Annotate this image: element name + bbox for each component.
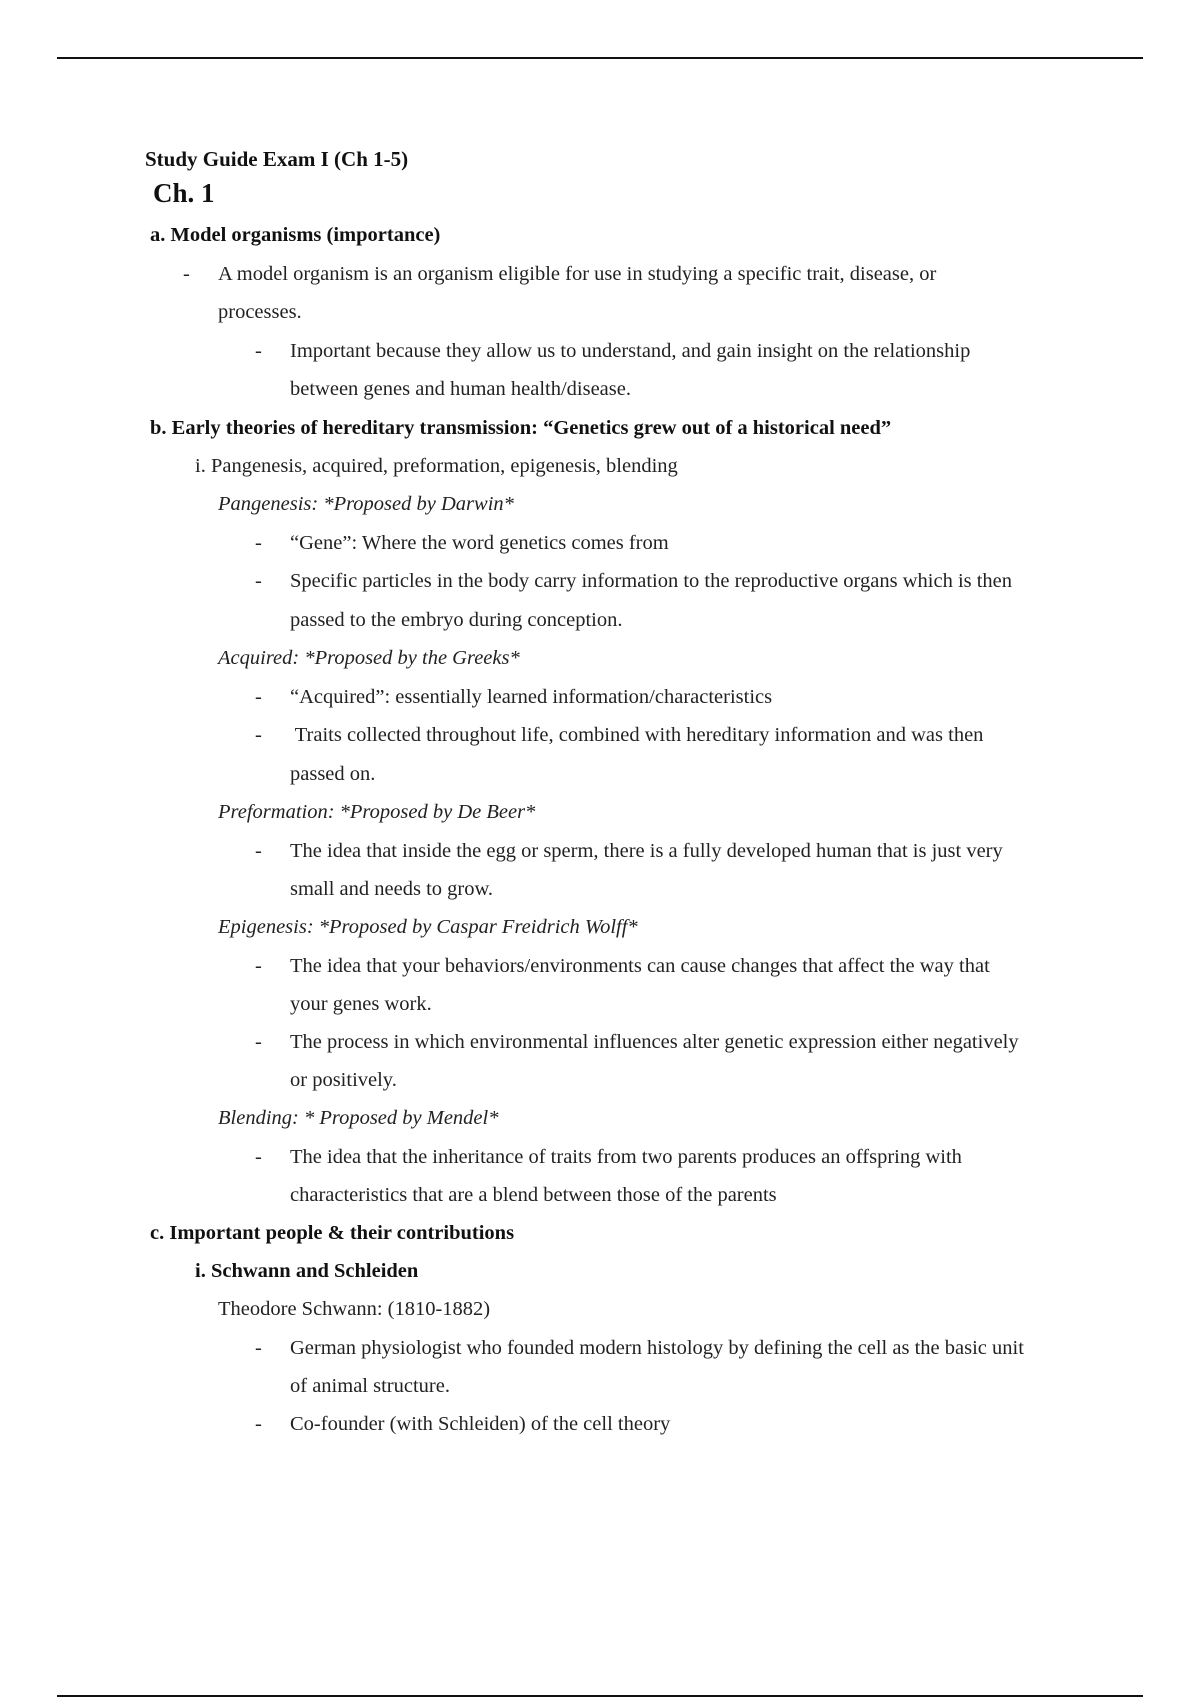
acquired-label: Acquired: *Proposed by the Greeks* [218, 647, 520, 669]
chapter-heading: Ch. 1 [153, 178, 215, 208]
preformation-label: Preformation: *Proposed by De Beer* [218, 801, 536, 823]
schwann-text-1-cont: of animal structure. [290, 1375, 450, 1397]
section-c-heading: c. Important people & their contributions [150, 1222, 515, 1244]
pangenesis-text-2: Specific particles in the body carry information to the reproductive organs which is then [290, 570, 1013, 592]
section-b-heading: b. Early theories of hereditary transmission: “Genetics grew out of a historical need” [150, 417, 892, 439]
bottom-rule [57, 1695, 1143, 1697]
acquired-text-2-cont: passed on. [290, 763, 376, 785]
model-organism-text-cont: processes. [218, 301, 302, 323]
pangenesis-label: Pangenesis: *Proposed by Darwin* [218, 493, 514, 515]
section-a-heading: a. Model organisms (importance) [150, 224, 441, 246]
bullet-dash: - [255, 724, 262, 746]
section-b-subheading: i. Pangenesis, acquired, preformation, epigenesis, blending [195, 455, 678, 477]
preformation-text-cont: small and needs to grow. [290, 878, 494, 900]
document-title: Study Guide Exam I (Ch 1-5) [145, 147, 409, 171]
section-c-subheading: i. Schwann and Schleiden [195, 1260, 419, 1282]
epigenesis-text-1: The idea that your behaviors/environments can cause changes that affect the way that [290, 955, 990, 977]
schwann-label: Theodore Schwann: (1810-1882) [218, 1298, 491, 1320]
bullet-dash: - [255, 686, 262, 708]
acquired-text-2: Traits collected throughout life, combined with hereditary information and was then [290, 724, 984, 746]
bullet-dash: - [255, 955, 262, 977]
blending-text: The idea that the inheritance of traits from two parents produces an offspring with [290, 1146, 962, 1168]
bullet-dash: - [255, 532, 262, 554]
schwann-text-2: Co-founder (with Schleiden) of the cell theory [290, 1413, 671, 1435]
importance-text: Important because they allow us to understand, and gain insight on the relationship [290, 340, 971, 362]
bullet-dash: - [255, 1031, 262, 1053]
bullet-dash: - [183, 263, 190, 285]
blending-text-cont: characteristics that are a blend between those of the parents [290, 1184, 777, 1206]
bullet-dash: - [255, 340, 262, 362]
model-organism-text: A model organism is an organism eligible for use in studying a specific trait, disease, or [218, 263, 937, 285]
bullet-dash: - [255, 570, 262, 592]
bullet-dash: - [255, 1413, 262, 1435]
bullet-dash: - [255, 1337, 262, 1359]
bullet-dash: - [255, 840, 262, 862]
top-rule [57, 57, 1143, 59]
pangenesis-text-2-cont: passed to the embryo during conception. [290, 609, 623, 631]
epigenesis-label: Epigenesis: *Proposed by Caspar Freidrich Wolff* [218, 916, 638, 938]
epigenesis-text-2-cont: or positively. [290, 1069, 397, 1091]
bullet-dash: - [255, 1146, 262, 1168]
preformation-text: The idea that inside the egg or sperm, there is a fully developed human that is just very [290, 840, 1003, 862]
epigenesis-text-1-cont: your genes work. [290, 993, 432, 1015]
pangenesis-text-1: “Gene”: Where the word genetics comes from [290, 532, 669, 554]
acquired-text-1: “Acquired”: essentially learned information/characteristics [290, 686, 773, 708]
importance-text-cont: between genes and human health/disease. [290, 378, 631, 400]
schwann-text-1: German physiologist who founded modern histology by defining the cell as the basic unit [290, 1337, 1024, 1359]
blending-label: Blending: * Proposed by Mendel* [218, 1107, 499, 1129]
epigenesis-text-2: The process in which environmental influences alter genetic expression either negatively [290, 1031, 1019, 1053]
